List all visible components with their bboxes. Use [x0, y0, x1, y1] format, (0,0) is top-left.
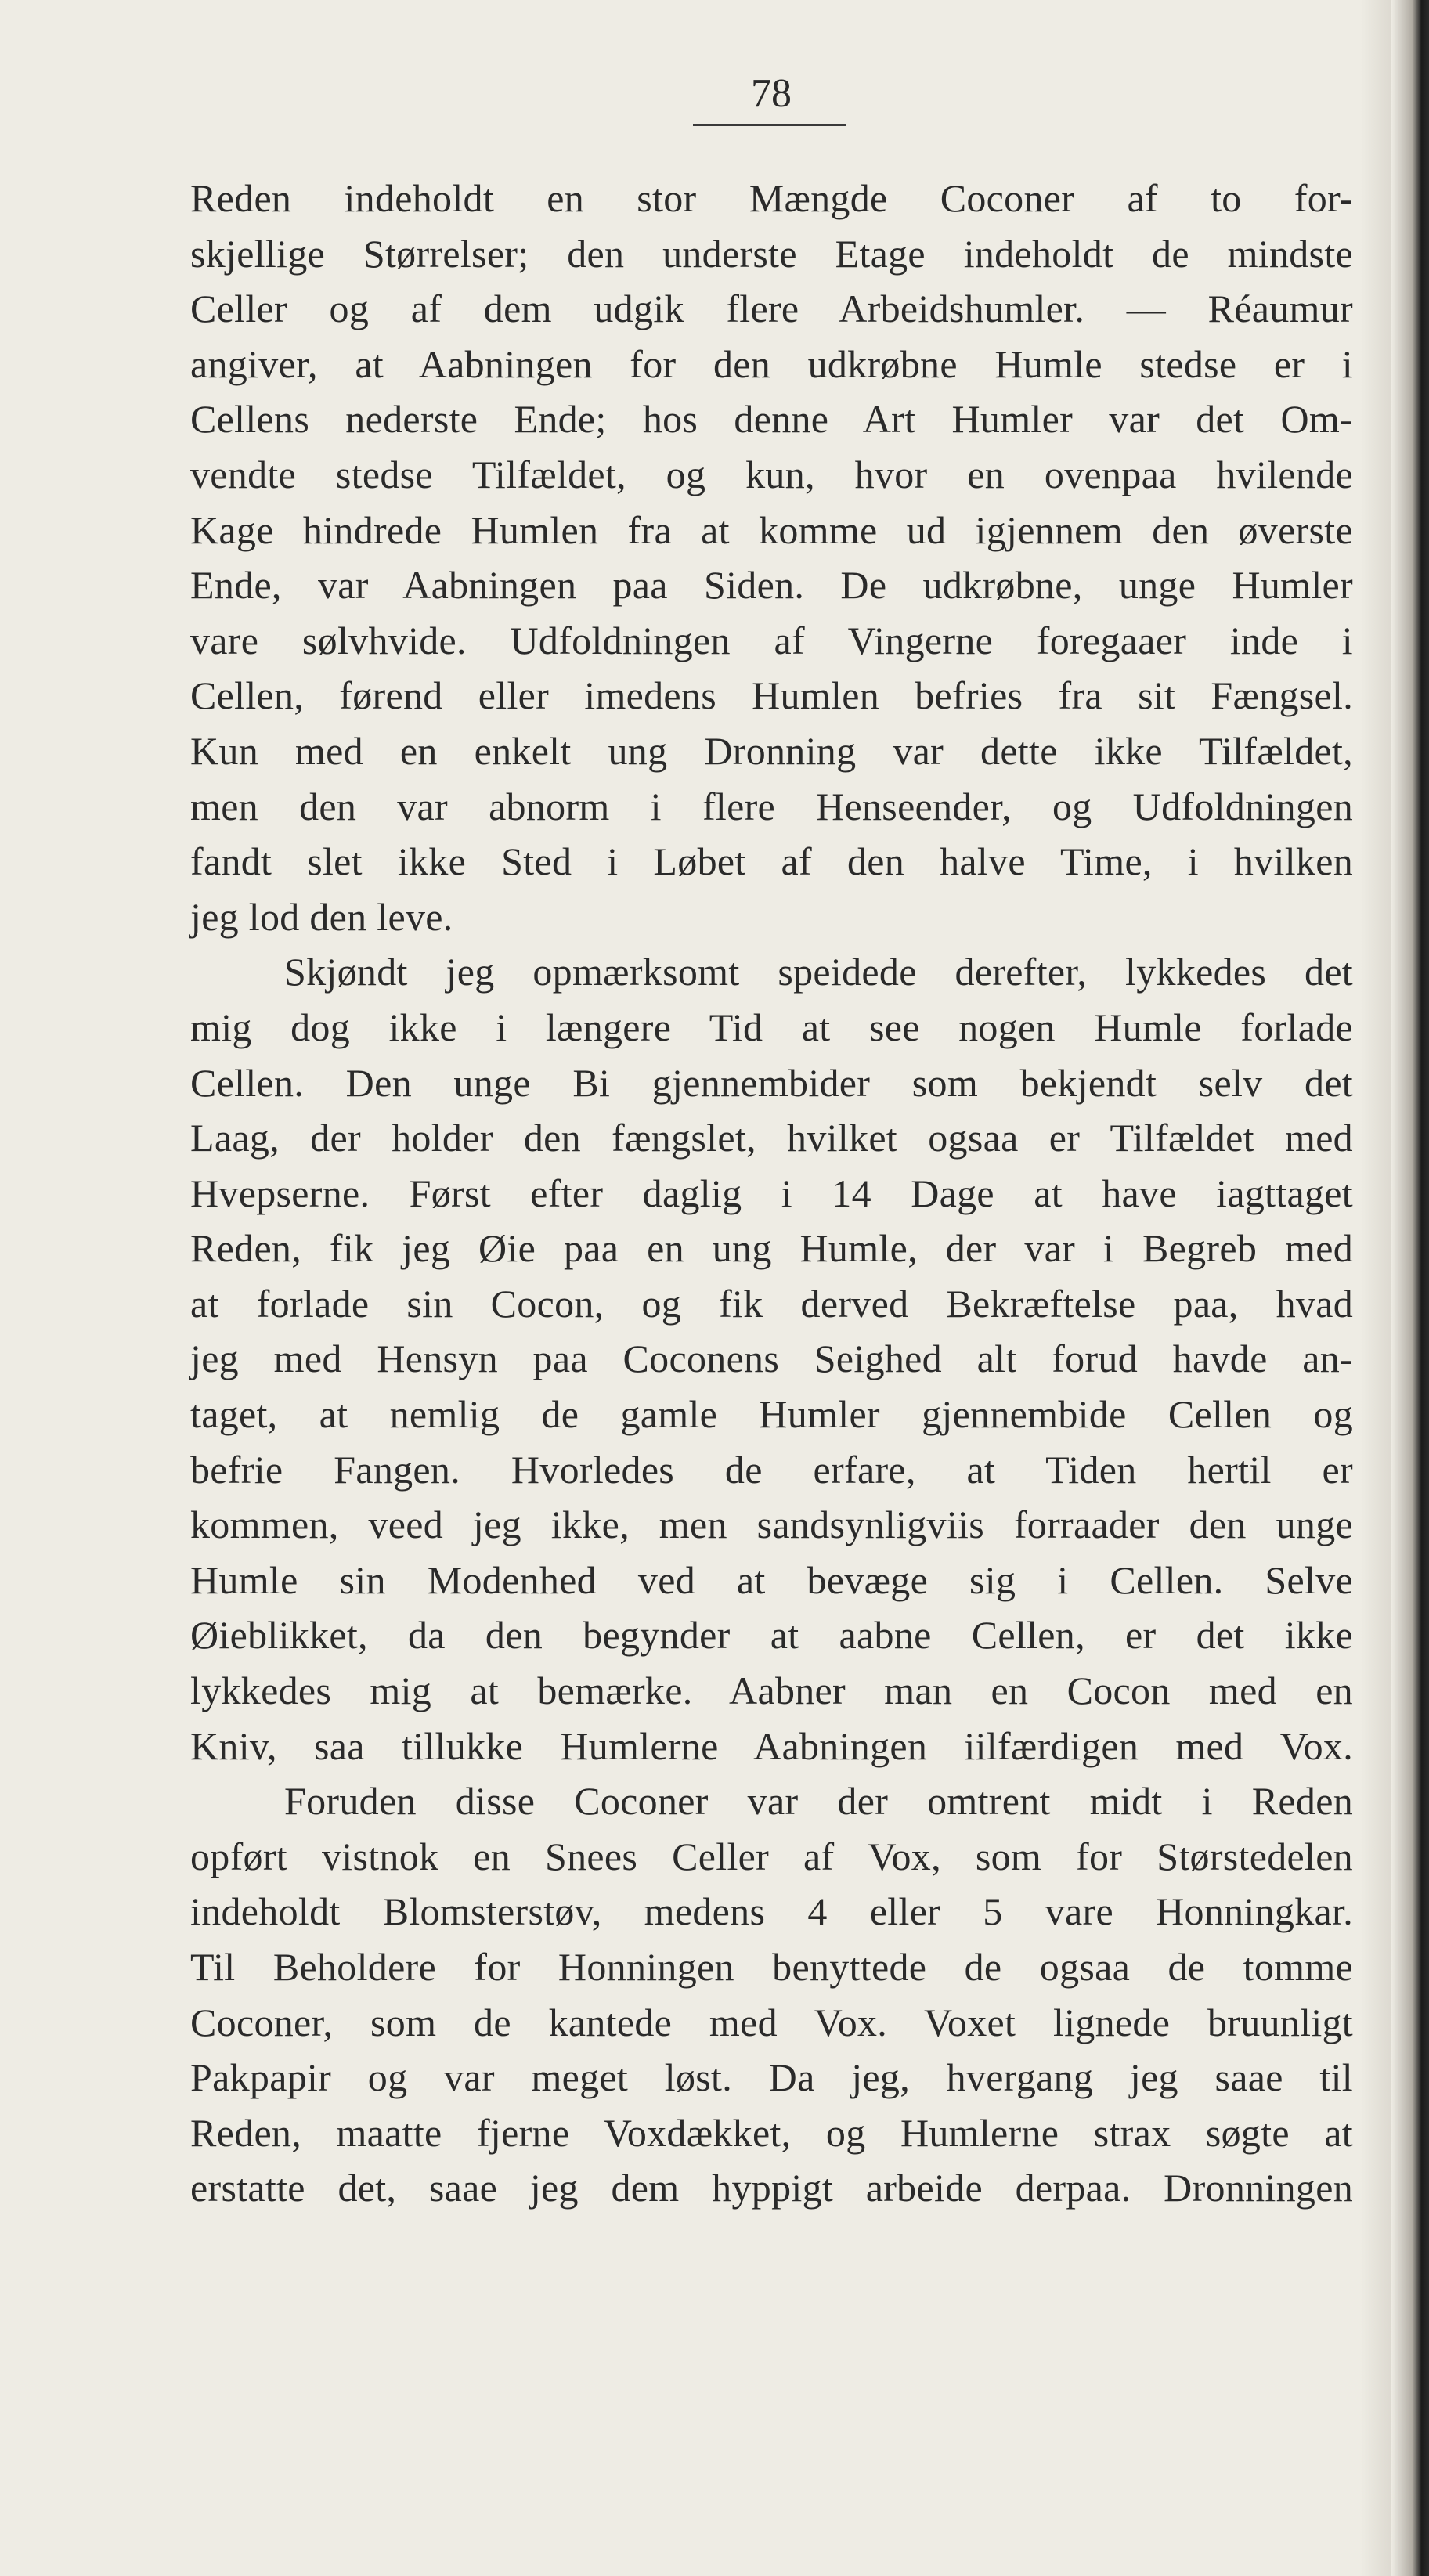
text-line: Reden indeholdt en stor Mængde Coconer af to for-: [190, 176, 1353, 220]
text-line: Cellen. Den unge Bi gjennembider som bekjendt selv det: [190, 1060, 1353, 1105]
text-line: indeholdt Blomsterstøv, medens 4 eller 5 vare Honningkar.: [190, 1889, 1353, 1934]
text-line: Øieblikket, da den begynder at aabne Cellen, er det ikke: [190, 1613, 1353, 1658]
text-line: Pakpapir og var meget løst. Da jeg, hvergang jeg saae til: [190, 2055, 1353, 2100]
text-line: Coconer, som de kantede med Vox. Voxet lignede bruunligt: [190, 2000, 1353, 2044]
text-line: Reden, fik jeg Øie paa en ung Humle, der var i Begreb med: [190, 1226, 1353, 1271]
text-line: Celler og af dem udgik flere Arbeidshumler. — Réaumur: [190, 287, 1353, 331]
text-line: befrie Fangen. Hvorledes de erfare, at Tiden hertil er: [190, 1447, 1353, 1492]
text-line: Ende, var Aabningen paa Siden. De udkrøbne, unge Humler: [190, 563, 1353, 608]
text-line: jeg med Hensyn paa Coconens Seighed alt forud havde an-: [190, 1337, 1353, 1381]
page-edge-shadow: [1360, 0, 1391, 2576]
text-line: Humle sin Modenhed ved at bevæge sig i Cellen. Selve: [190, 1557, 1353, 1602]
text-line: fandt slet ikke Sted i Løbet af den halve Time, i hvilken: [190, 839, 1353, 884]
text-line: Til Beholdere for Honningen benyttede de ogsaa de tomme: [190, 1945, 1353, 1989]
text-line: Reden, maatte fjerne Voxdækket, og Humlerne strax søgte at: [190, 2110, 1353, 2155]
text-line: skjellige Størrelser; den underste Etage indeholdt de mindste: [190, 231, 1353, 276]
text-line: Laag, der holder den fængslet, hvilket ogsaa er Tilfældet med: [190, 1116, 1353, 1160]
text-line: Cellen, førend eller imedens Humlen befries fra sit Fængsel.: [190, 673, 1353, 718]
text-line: angiver, at Aabningen for den udkrøbne Humle stedse er i: [190, 341, 1353, 386]
text-line: vare sølvhvide. Udfoldningen af Vingerne foregaaer inde i: [190, 618, 1353, 662]
text-line: Kage hindrede Humlen fra at komme ud igjennem den øverste: [190, 507, 1353, 552]
text-line: kommen, veed jeg ikke, men sandsynligviis forraader den unge: [190, 1503, 1353, 1547]
page-number: 78: [751, 71, 792, 116]
paragraph-end-line: jeg lod den leve.: [190, 894, 453, 939]
paragraph-first-line: Skjøndt jeg opmærksomt speidede derefter, lykkedes det: [284, 950, 1353, 994]
text-line: Kniv, saa tillukke Humlerne Aabningen iilfærdigen med Vox.: [190, 1723, 1353, 1768]
book-spine-edge: [1391, 0, 1429, 2576]
text-line: taget, at nemlig de gamle Humler gjennembide Cellen og: [190, 1392, 1353, 1437]
text-line: vendte stedse Tilfældet, og kun, hvor en ovenpaa hvilende: [190, 452, 1353, 496]
text-line: mig dog ikke i længere Tid at see nogen Humle forlade: [190, 1005, 1353, 1049]
body-text: [190, 171, 1353, 2216]
text-line: Kun med en enkelt ung Dronning var dette ikke Tilfældet,: [190, 728, 1353, 773]
text-line: men den var abnorm i flere Henseender, og Udfoldningen: [190, 784, 1353, 828]
text-line: at forlade sin Cocon, og fik derved Bekræftelse paa, hvad: [190, 1281, 1353, 1326]
text-line: Cellens nederste Ende; hos denne Art Humler var det Om-: [190, 397, 1353, 442]
text-line: lykkedes mig at bemærke. Aabner man en Cocon med en: [190, 1669, 1353, 1713]
text-line: opført vistnok en Snees Celler af Vox, som for Størstedelen: [190, 1834, 1353, 1878]
text-line: Hvepserne. Først efter daglig i 14 Dage at have iagttaget: [190, 1171, 1353, 1215]
paragraph-first-line: Foruden disse Coconer var der omtrent midt i Reden: [284, 1779, 1353, 1824]
text-line: erstatte det, saae jeg dem hyppigt arbeide derpaa. Dronningen: [190, 2166, 1353, 2210]
page-number-underline: [693, 124, 846, 126]
